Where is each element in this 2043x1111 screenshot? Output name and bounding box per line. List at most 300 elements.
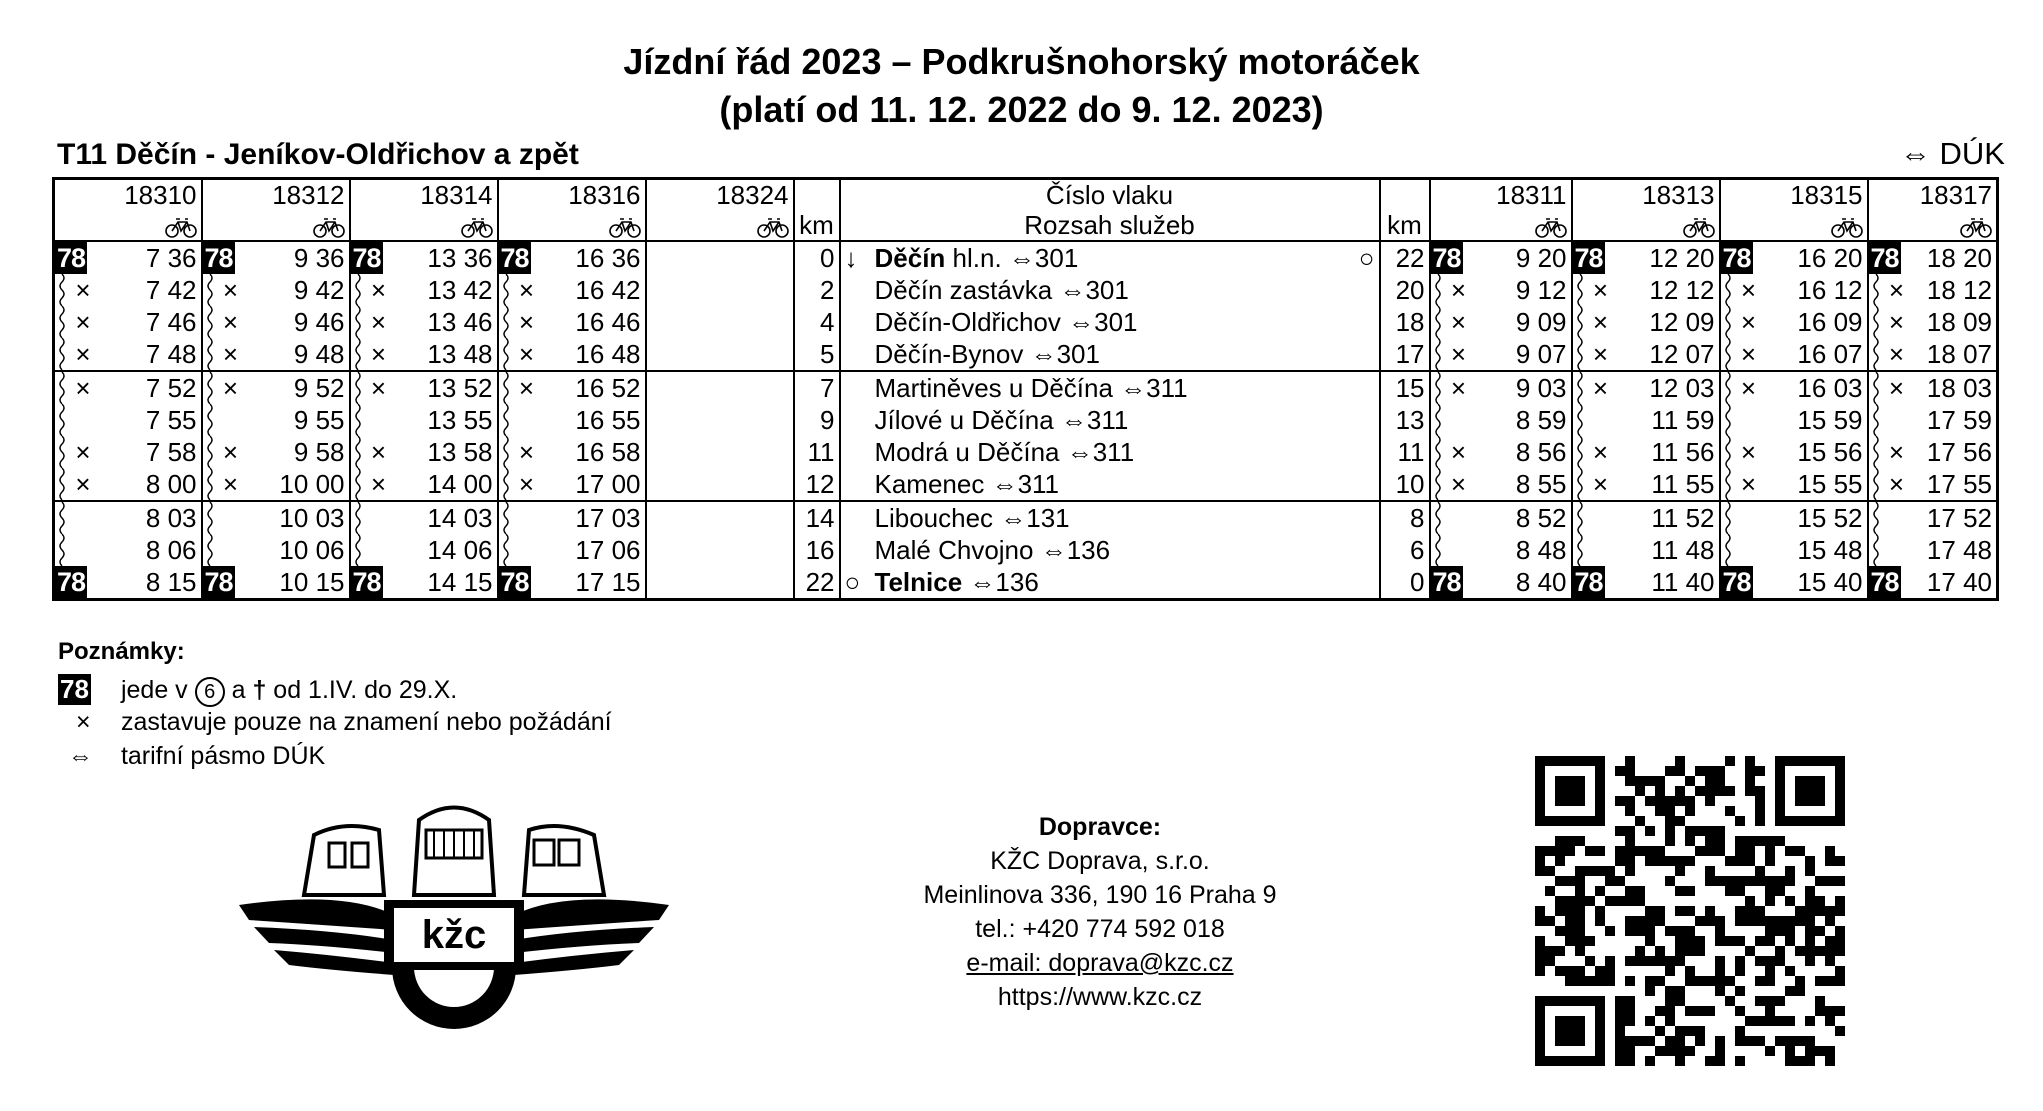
pass-through-line-icon: [1575, 534, 1585, 566]
request-stop-icon: ×: [370, 469, 387, 499]
km-header-text: km: [1387, 210, 1422, 240]
km-text: 22: [1395, 243, 1425, 273]
station-name: [840, 338, 1380, 371]
time-text: 13 48: [427, 339, 493, 369]
station-suffix-text: hl.n. ⇔301: [952, 243, 1079, 273]
time-cell: [1868, 338, 1998, 371]
request-stop-icon: ×: [1740, 469, 1757, 499]
train-number: [1430, 179, 1572, 211]
pass-through-line-icon: [1575, 404, 1585, 436]
pass-through-line-icon: [1575, 436, 1585, 468]
route-name: T11 Děčín - Jeníkov-Oldřichov a zpět: [57, 138, 579, 171]
request-stop-icon: ×: [75, 307, 91, 337]
time-text: 12 09: [1649, 307, 1715, 337]
pass-through-line-icon: [1575, 306, 1585, 338]
bicycle-icon: [1535, 216, 1567, 238]
pass-through-line-icon: [1433, 436, 1443, 468]
station-row: [54, 274, 1998, 306]
pass-through-line-icon: [205, 338, 215, 370]
km-text: 11: [1397, 437, 1425, 467]
time-text: 9 36: [293, 243, 345, 273]
time-text: 13 58: [427, 437, 493, 467]
time-cell: [1572, 241, 1720, 274]
request-stop-icon: ×: [1740, 307, 1757, 337]
time-cell: [1720, 468, 1868, 501]
note-text: od 1.IV. do 29.X.: [273, 676, 458, 704]
pass-through-line-icon: [1871, 534, 1881, 566]
time-text: 16 36: [575, 243, 641, 273]
request-stop-icon: ×: [75, 339, 91, 369]
pass-through-line-icon: [501, 534, 511, 566]
time-text: 17 06: [575, 535, 641, 565]
time-text: 8 59: [1515, 405, 1567, 435]
pass-through-line-icon: [205, 534, 215, 566]
time-text: 11 40: [1651, 567, 1715, 597]
time-text: 11 59: [1651, 405, 1715, 435]
station-name: [840, 566, 1380, 600]
time-text: 15 59: [1797, 405, 1863, 435]
request-stop-icon: ×: [75, 437, 91, 467]
request-stop-icon: ×: [370, 339, 387, 369]
time-cell: [1868, 436, 1998, 468]
request-stop-icon: ×: [1592, 373, 1609, 403]
time-cell: [202, 468, 350, 501]
time-text: 16 42: [575, 275, 641, 305]
request-stop-icon: ×: [75, 275, 91, 305]
station-name-text: Telnice: [874, 567, 963, 597]
time-text: 18 12: [1926, 275, 1992, 305]
time-text: 16 48: [575, 339, 641, 369]
km-cell: [794, 241, 840, 274]
pass-through-line-icon: [353, 436, 363, 468]
time-cell: [1720, 534, 1868, 566]
request-stop-icon: ×: [518, 437, 535, 467]
time-cell: [646, 436, 794, 468]
time-text: 16 20: [1797, 243, 1863, 273]
time-text: 16 07: [1797, 339, 1863, 369]
train-number: [1720, 179, 1868, 211]
station-name: [840, 371, 1380, 404]
time-text: 9 48: [293, 339, 345, 369]
km-header-text: km: [799, 210, 834, 240]
km-cell: [794, 566, 840, 600]
time-text: 15 55: [1797, 469, 1863, 499]
km-text: 0: [1410, 567, 1425, 597]
bicycle-icon: [165, 216, 197, 238]
time-cell: [54, 306, 202, 338]
pass-through-line-icon: [57, 502, 67, 534]
service-cell: [646, 210, 794, 241]
request-stop-icon: ×: [1450, 437, 1467, 467]
time-cell: [1868, 306, 1998, 338]
station-name-text: Děčín zastávka ⇔301: [874, 275, 1129, 305]
km-cell: [1380, 371, 1430, 404]
time-cell: [498, 404, 646, 436]
km-text: 14: [805, 503, 835, 533]
qr-code-icon: [1535, 756, 1845, 1066]
time-cell: [350, 371, 498, 404]
train-label: [840, 179, 1380, 211]
pass-through-line-icon: [353, 338, 363, 370]
note-text: jede v: [120, 676, 188, 704]
service-cell: [1430, 210, 1572, 241]
request-stop-icon: ×: [1592, 469, 1609, 499]
pass-through-line-icon: [205, 404, 215, 436]
time-text: 7 55: [145, 405, 197, 435]
request-stop-icon: ×: [222, 373, 239, 403]
pass-through-line-icon: [1871, 274, 1881, 306]
carrier-address: Meinlinova 336, 190 16 Praha 9: [923, 881, 1277, 909]
time-text: 11 55: [1651, 469, 1715, 499]
time-cell: [646, 274, 794, 306]
badge-78: 78: [1722, 243, 1751, 273]
km-cell: [794, 306, 840, 338]
time-cell: [350, 436, 498, 468]
pass-through-line-icon: [1433, 502, 1443, 534]
time-cell: [54, 468, 202, 501]
carrier-email-link[interactable]: e-mail: doprava@kzc.cz: [966, 949, 1234, 977]
time-cell: [54, 566, 202, 600]
time-text: 12 07: [1649, 339, 1715, 369]
km-cell: [1380, 436, 1430, 468]
time-cell: [646, 501, 794, 534]
time-text: 17 52: [1926, 503, 1992, 533]
time-text: 7 52: [145, 373, 197, 403]
time-cell: [1430, 241, 1572, 274]
request-stop-icon: ×: [1740, 275, 1757, 305]
pass-through-line-icon: [1723, 338, 1733, 370]
pass-through-line-icon: [353, 274, 363, 306]
time-text: 14 00: [427, 469, 493, 499]
train-number-text: 18311: [1496, 180, 1567, 210]
service-cell: [350, 210, 498, 241]
service-label-text: Rozsah služeb: [1024, 210, 1195, 240]
pass-through-line-icon: [1433, 274, 1443, 306]
time-cell: [498, 274, 646, 306]
time-cell: [54, 338, 202, 371]
time-cell: [1572, 404, 1720, 436]
pass-through-line-icon: [57, 468, 67, 500]
km-cell: [1380, 241, 1430, 274]
time-cell: [1430, 274, 1572, 306]
time-text: 12 20: [1649, 243, 1715, 273]
time-cell: [1868, 501, 1998, 534]
km-text: 13: [1395, 405, 1425, 435]
time-text: 17 48: [1926, 535, 1992, 565]
time-text: 9 55: [293, 405, 345, 435]
km-cell: [1380, 274, 1430, 306]
time-text: 10 15: [279, 567, 345, 597]
time-cell: [1430, 338, 1572, 371]
badge-78: 78: [1432, 243, 1461, 273]
time-cell: [1572, 371, 1720, 404]
train-label-text: Číslo vlaku: [1045, 180, 1174, 210]
pass-through-line-icon: [353, 468, 363, 500]
time-cell: [202, 501, 350, 534]
badge-78: 78: [500, 567, 529, 597]
request-stop-icon: ×: [222, 469, 239, 499]
train-number-text: 18310: [124, 180, 197, 210]
time-cell: [350, 566, 498, 600]
train-number: [202, 179, 350, 211]
station-marker: ○: [844, 567, 861, 597]
time-cell: [350, 306, 498, 338]
time-cell: [1720, 274, 1868, 306]
time-cell: [1430, 306, 1572, 338]
time-cell: [1868, 468, 1998, 501]
bicycle-icon: [461, 216, 493, 238]
service-cell: [54, 210, 202, 241]
time-text: 8 06: [145, 535, 197, 565]
time-text: 15 40: [1797, 567, 1863, 597]
time-cell: [1430, 534, 1572, 566]
time-cell: [1572, 468, 1720, 501]
station-row: [54, 534, 1998, 566]
time-cell: [350, 241, 498, 274]
time-cell: [202, 274, 350, 306]
carrier-info: [830, 810, 1370, 1014]
km-cell: [1380, 338, 1430, 371]
time-cell: [202, 404, 350, 436]
time-text: 8 15: [145, 567, 197, 597]
time-text: 16 58: [575, 437, 641, 467]
station-row: [54, 306, 1998, 338]
time-text: 17 56: [1926, 437, 1992, 467]
badge-78: 78: [352, 243, 381, 273]
pass-through-line-icon: [1723, 436, 1733, 468]
pass-through-line-icon: [501, 306, 511, 338]
note-text: zastavuje pouze na znamení nebo požádání: [120, 708, 612, 736]
km-text: 16: [805, 535, 835, 565]
station-name-text: Libouchec ⇔131: [874, 503, 1070, 533]
time-text: 11 48: [1651, 535, 1715, 565]
time-cell: [1430, 468, 1572, 501]
time-text: 12 12: [1649, 275, 1715, 305]
note-request-row: [58, 708, 612, 737]
station-name-text: Modrá u Děčína ⇔311: [874, 437, 1135, 467]
pass-through-line-icon: [205, 274, 215, 306]
request-stop-icon: ×: [1450, 373, 1467, 403]
km-header: [794, 210, 840, 241]
time-text: 14 03: [427, 503, 493, 533]
bicycle-icon: [1683, 216, 1715, 238]
request-stop-icon: ×: [1740, 373, 1757, 403]
badge-78: 78: [1574, 243, 1603, 273]
train-number: [498, 179, 646, 211]
request-stop-icon: ×: [75, 469, 91, 499]
pass-through-line-icon: [353, 306, 363, 338]
time-text: 11 56: [1651, 437, 1715, 467]
time-cell: [1868, 404, 1998, 436]
train-number-text: 18314: [420, 180, 493, 210]
station-row: [54, 371, 1998, 404]
km-text: 5: [820, 339, 835, 369]
note-zone-row: [58, 742, 325, 771]
train-number-text: 18315: [1790, 180, 1863, 210]
km-text: 17: [1395, 339, 1425, 369]
time-text: 18 07: [1926, 339, 1992, 369]
pass-through-line-icon: [1575, 502, 1585, 534]
note-text: tarifní pásmo DÚK: [120, 742, 326, 770]
carrier-title: Dopravce:: [1038, 813, 1162, 841]
station-name-text: Kamenec ⇔311: [874, 469, 1060, 499]
time-text: 7 46: [145, 307, 197, 337]
km-cell: [1380, 566, 1430, 600]
km-text: 22: [805, 567, 835, 597]
time-cell: [1572, 338, 1720, 371]
time-text: 13 55: [427, 405, 493, 435]
pass-through-line-icon: [501, 468, 511, 500]
time-text: 17 00: [575, 469, 641, 499]
time-text: 14 15: [427, 567, 493, 597]
service-cell: [1868, 210, 1998, 241]
pass-through-line-icon: [1433, 534, 1443, 566]
pass-through-line-icon: [205, 502, 215, 534]
request-stop-icon: ×: [370, 275, 387, 305]
pass-through-line-icon: [1433, 404, 1443, 436]
badge-78: 78: [1870, 567, 1899, 597]
zone-arrow-icon: ⇔: [68, 742, 93, 770]
time-cell: [202, 306, 350, 338]
train-number-text: 18312: [272, 180, 345, 210]
terminus-circle-icon: ○: [1358, 243, 1375, 273]
time-cell: [498, 436, 646, 468]
pass-through-line-icon: [205, 468, 215, 500]
km-text: 11: [807, 437, 835, 467]
time-cell: [1720, 501, 1868, 534]
request-stop-icon: ×: [1592, 339, 1609, 369]
badge-78: 78: [1722, 567, 1751, 597]
station-name-text: Děčín-Oldřichov ⇔301: [874, 307, 1138, 337]
station-name-text: Děčín-Bynov ⇔301: [874, 339, 1100, 369]
request-stop-icon: ×: [518, 373, 535, 403]
pass-through-line-icon: [57, 306, 67, 338]
request-stop-icon: ×: [222, 339, 239, 369]
time-text: 9 52: [293, 373, 345, 403]
badge-78: 78: [500, 243, 529, 273]
request-stop-icon: ×: [1592, 275, 1609, 305]
time-cell: [54, 371, 202, 404]
time-text: 16 09: [1797, 307, 1863, 337]
request-stop-icon: ×: [518, 307, 535, 337]
km-text: 10: [1395, 469, 1425, 499]
station-name-text: Martiněves u Děčína ⇔311: [874, 373, 1188, 403]
km-cell: [794, 534, 840, 566]
time-text: 7 42: [145, 275, 197, 305]
bicycle-icon: [313, 216, 345, 238]
saturday-circle-icon: 6: [195, 677, 225, 707]
time-text: 8 00: [145, 469, 197, 499]
time-cell: [1430, 501, 1572, 534]
time-text: 17 55: [1926, 469, 1992, 499]
station-row: [54, 501, 1998, 534]
pass-through-line-icon: [1871, 436, 1881, 468]
request-stop-icon: ×: [1740, 437, 1757, 467]
header-row-trains: [54, 179, 1998, 211]
time-text: 9 03: [1515, 373, 1567, 403]
time-text: 7 48: [145, 339, 197, 369]
train-number: [646, 179, 794, 211]
time-cell: [1868, 241, 1998, 274]
time-text: 9 58: [293, 437, 345, 467]
train-number: [1868, 179, 1998, 211]
km-cell: [794, 468, 840, 501]
time-text: 8 56: [1515, 437, 1567, 467]
request-stop-icon: ×: [1592, 307, 1609, 337]
time-text: 9 42: [293, 275, 345, 305]
station-suffix-text: ⇔136: [969, 567, 1039, 597]
km-cell: [1380, 306, 1430, 338]
time-text: 10 00: [279, 469, 345, 499]
pass-through-line-icon: [1433, 338, 1443, 370]
time-cell: [498, 566, 646, 600]
bicycle-icon: [609, 216, 641, 238]
km-cell: [1380, 468, 1430, 501]
station-row: [54, 241, 1998, 274]
time-cell: [646, 404, 794, 436]
time-text: 8 40: [1515, 567, 1567, 597]
time-text: 9 20: [1515, 243, 1567, 273]
pass-through-line-icon: [501, 404, 511, 436]
station-row: [54, 468, 1998, 501]
km-text: 15: [1395, 373, 1425, 403]
time-cell: [498, 306, 646, 338]
pass-through-line-icon: [57, 274, 67, 306]
time-cell: [54, 534, 202, 566]
badge-78: 78: [204, 243, 233, 273]
header-row-services: [54, 210, 1998, 241]
time-text: 9 07: [1515, 339, 1567, 369]
time-cell: [54, 501, 202, 534]
bicycle-icon: [1960, 216, 1992, 238]
request-stop-icon: ×: [1450, 469, 1467, 499]
time-text: 16 12: [1797, 275, 1863, 305]
pass-through-line-icon: [205, 306, 215, 338]
carrier-company: KŽC Doprava, s.r.o.: [990, 847, 1210, 875]
time-text: 17 59: [1926, 405, 1992, 435]
pass-through-line-icon: [1433, 306, 1443, 338]
time-text: 7 58: [145, 437, 197, 467]
pass-through-line-icon: [501, 338, 511, 370]
pass-through-line-icon: [1575, 274, 1585, 306]
pass-through-line-icon: [1575, 372, 1585, 404]
station-row: [54, 338, 1998, 371]
request-stop-icon: ×: [1888, 275, 1905, 305]
request-stop-icon: ×: [370, 373, 387, 403]
request-stop-icon: ×: [1450, 307, 1467, 337]
time-cell: [1868, 534, 1998, 566]
time-cell: [1430, 566, 1572, 600]
badge-78: 78: [352, 567, 381, 597]
carrier-phone: tel.: +420 774 592 018: [975, 915, 1225, 943]
time-text: 18 20: [1926, 243, 1992, 273]
carrier-web-link[interactable]: https://www.kzc.cz: [997, 983, 1203, 1011]
zone-label: ⇔ DÚK: [1899, 136, 2005, 171]
pass-through-line-icon: [1871, 338, 1881, 370]
badge-78: 78: [57, 567, 86, 597]
pass-through-line-icon: [1723, 274, 1733, 306]
pass-through-line-icon: [1575, 468, 1585, 500]
pass-through-line-icon: [1871, 468, 1881, 500]
station-name-text: Jílové u Děčína ⇔311: [874, 405, 1129, 435]
service-label: [840, 210, 1380, 241]
time-cell: [1572, 436, 1720, 468]
time-cell: [1868, 371, 1998, 404]
time-text: 14 06: [427, 535, 493, 565]
time-text: 17 40: [1926, 567, 1992, 597]
time-text: 16 55: [575, 405, 641, 435]
pass-through-line-icon: [57, 436, 67, 468]
